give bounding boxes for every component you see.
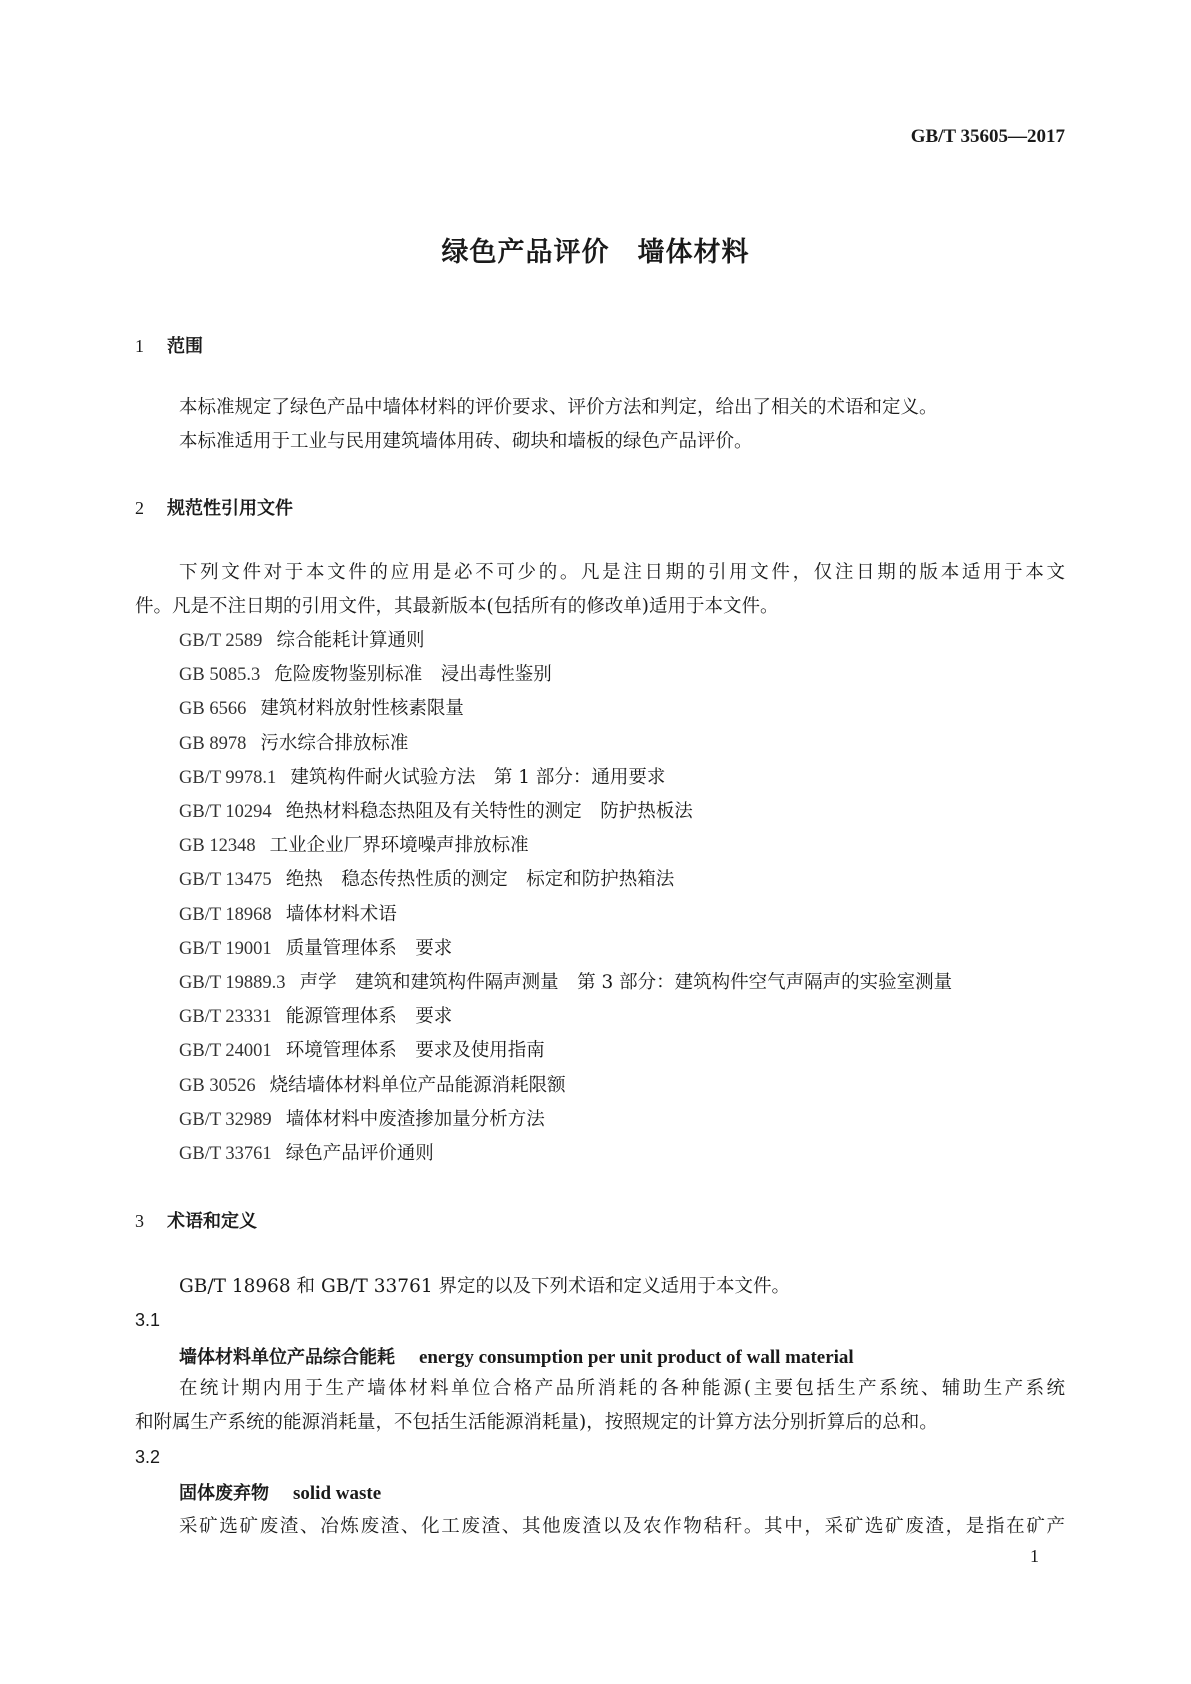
reference-title: 烧结墙体材料单位产品能源消耗限额: [269, 1074, 566, 1096]
reference-title: 综合能耗计算通则: [276, 630, 425, 651]
document-title: 绿色产品评价 墙体材料: [441, 237, 750, 268]
reference-code: GB/T 32989: [179, 1109, 272, 1130]
reference-title: 质量管理体系 要求: [285, 937, 453, 959]
scope-line: 本标准适用于工业与民用建筑墙体用砖、砌块和墙板的绿色产品评价。: [179, 431, 753, 452]
normative-intro-line: 件。凡是不注日期的引用文件，其最新版本(包括所有的修改单)适用于本文件。: [135, 596, 779, 617]
reference-item: [179, 1000, 452, 1034]
reference-code: GB/T 13475: [179, 870, 272, 891]
section-title: 范围: [167, 336, 203, 357]
term-zh: 墙体材料单位产品综合能耗: [179, 1347, 395, 1368]
reference-item: [179, 761, 665, 795]
reference-item: [179, 1034, 545, 1068]
definition-line: 在统计期内用于生产墙体材料单位合格产品所消耗的各种能源(主要包括生产系统、辅助生产系统: [179, 1378, 1065, 1399]
reference-item: [179, 624, 424, 658]
reference-title: 能源管理体系 要求: [285, 1006, 453, 1028]
reference-item: [179, 966, 952, 1000]
normative-intro-line: 下列文件对于本文件的应用是必不可少的。凡是注日期的引用文件，仅注日期的版本适用于本文: [179, 562, 1065, 583]
reference-code: GB 5085.3: [179, 665, 261, 686]
definition-line: 和附属生产系统的能源消耗量，不包括生活能源消耗量)，按照规定的计算方法分别折算后的总和。: [135, 1412, 938, 1433]
scope-line: 本标准规定了绿色产品中墙体材料的评价要求、评价方法和判定，给出了相关的术语和定义。: [179, 397, 938, 418]
reference-code: GB/T 19001: [179, 938, 272, 959]
section-number: 1: [135, 336, 144, 356]
section-title: 规范性引用文件: [167, 498, 293, 519]
reference-code: GB/T 23331: [179, 1007, 272, 1028]
reference-title: 绝热材料稳态热阻及有关特性的测定 防护热板法: [285, 801, 693, 822]
reference-code: GB/T 10294: [179, 802, 272, 822]
reference-item: [179, 795, 693, 829]
reference-title: 墙体材料中废渣掺加量分析方法: [285, 1108, 545, 1130]
standard-number: GB/T 35605—2017: [910, 126, 1065, 147]
terms-intro: GB/T 18968 和 GB/T 33761 界定的以及下列术语和定义适用于本文件。: [179, 1276, 790, 1297]
reference-code: GB/T 24001: [179, 1041, 272, 1062]
reference-title: 建筑构件耐火试验方法 第 1 部分：通用要求: [290, 766, 666, 788]
term-zh: 固体废弃物: [179, 1483, 269, 1504]
reference-title: 污水综合排放标准: [260, 732, 409, 754]
reference-item: [179, 829, 529, 863]
reference-code: GB 30526: [179, 1075, 256, 1096]
reference-item: [179, 1069, 566, 1103]
reference-item: [179, 898, 397, 932]
reference-item: [179, 727, 408, 761]
reference-code: GB/T 2589: [179, 631, 263, 651]
reference-title: 工业企业厂界环境噪声排放标准: [269, 835, 529, 857]
reference-code: GB 12348: [179, 836, 256, 857]
reference-code: GB/T 19889.3: [179, 973, 286, 993]
reference-item: [179, 692, 464, 726]
reference-title: 绝热 稳态传热性质的测定 标定和防护热箱法: [285, 869, 675, 891]
reference-code: GB 8978: [179, 733, 247, 754]
reference-item: [179, 1103, 545, 1137]
reference-code: GB/T 9978.1: [179, 767, 277, 788]
section-number: 2: [135, 498, 144, 518]
reference-code: GB/T 33761: [179, 1144, 272, 1164]
section-title: 术语和定义: [167, 1211, 257, 1232]
reference-title: 环境管理体系 要求及使用指南: [285, 1040, 545, 1062]
section-2-heading: [135, 494, 293, 520]
section-3-heading: [135, 1207, 257, 1233]
term-en: solid waste: [293, 1483, 382, 1504]
reference-code: GB 6566: [179, 699, 247, 720]
reference-title: 建筑材料放射性核素限量: [260, 698, 464, 720]
reference-item: [179, 863, 674, 897]
reference-code: GB/T 18968: [179, 904, 272, 925]
reference-item: [179, 658, 552, 692]
section-number: 3: [135, 1211, 144, 1231]
page-number: 1: [1030, 1546, 1039, 1566]
reference-item: [179, 1137, 434, 1171]
clause-number: 3.1: [135, 1310, 161, 1330]
reference-item: [179, 932, 452, 966]
reference-title: 绿色产品评价通则: [285, 1143, 434, 1164]
reference-title: 墙体材料术语: [285, 903, 397, 925]
term-heading: [179, 1343, 854, 1369]
term-heading: [179, 1479, 381, 1505]
definition-line: 采矿选矿废渣、冶炼废渣、化工废渣、其他废渣以及农作物秸秆。其中，采矿选矿废渣，是指在矿产: [179, 1516, 1065, 1537]
section-1-heading: [135, 332, 203, 358]
term-en: energy consumption per unit product of wall material: [419, 1347, 854, 1368]
reference-title: 声学 建筑和建筑构件隔声测量 第 3 部分：建筑构件空气声隔声的实验室测量: [299, 972, 953, 993]
clause-number: 3.2: [135, 1447, 161, 1467]
reference-title: 危险废物鉴别标准 浸出毒性鉴别: [274, 664, 552, 686]
